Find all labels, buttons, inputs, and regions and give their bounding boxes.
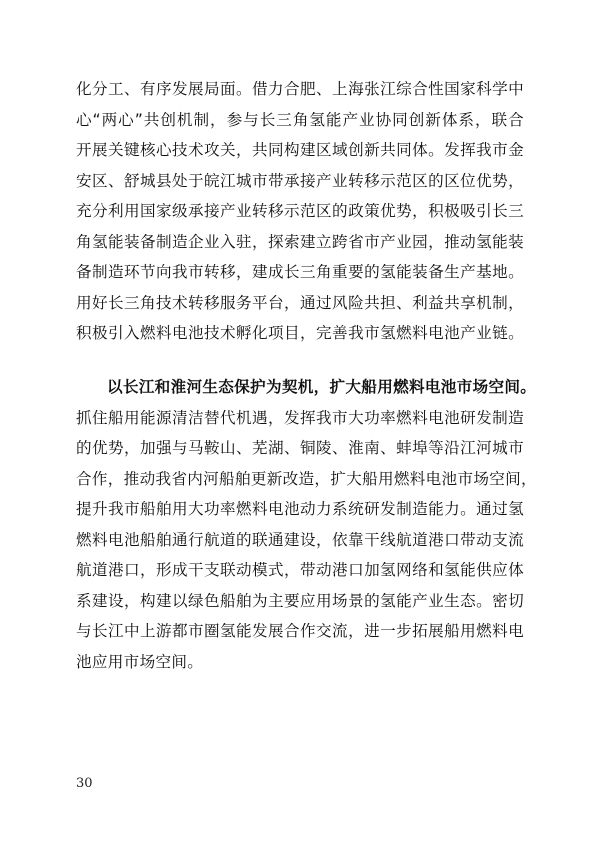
text-line: 抓住船用能源清洁替代机遇，发挥我市大功率燃料电池研发制造 [76,408,524,427]
text-line: 合作，推动我省内河船舶更新改造，扩大船用燃料电池市场空间， [76,469,537,488]
text-line: 化分工、有序发展局面。借力合肥、上海张江综合性国家科学中 [76,80,524,98]
text-line: 提升我市船舶用大功率燃料电池动力系统研发制造能力。通过氢 [76,500,524,518]
text-line: 与长江中上游都市圈氢能发展合作交流，进一步拓展船用燃料电 [76,622,524,640]
text-line: 积极引入燃料电池技术孵化项目，完善我市氢燃料电池产业链。 [76,324,524,342]
text-line: 心“两心”共创机制，参与长三角氢能产业协同创新体系，联合 [76,110,524,129]
text-line: 燃料电池船舶通行航道的联通建设，依靠干线航道港口带动支流 [76,530,524,549]
text-line: 角氢能装备制造企业入驻，探索建立跨省市产业园，推动氢能装 [76,232,524,251]
paragraph-hydrogen-equipment [76,74,524,349]
text-line: 备制造环节向我市转移，建成长三角重要的氢能装备生产基地。 [76,263,524,281]
text-line: 系建设，构建以绿色船舶为主要应用场景的氢能产业生态。密切 [76,591,524,610]
text-line: 用好长三角技术转移服务平台，通过风险共担、利益共享机制， [76,293,524,312]
text-line: 的优势，加强与马鞍山、芜湖、铜陵、淮南、蚌埠等沿江河城市 [76,439,524,457]
page-number: 30 [76,776,93,791]
text-line: 开展关键核心技术攻关，共同构建区域创新共同体。发挥我市金 [76,141,524,159]
text-line: 航道港口，形成干支联动模式，带动港口加氢网络和氢能供应体 [76,561,524,579]
paragraph-marine-fuel-cell [76,372,537,677]
text-line: 安区、舒城县处于皖江城市带承接产业转移示范区的区位优势， [76,171,524,190]
text-line: 池应用市场空间。 [76,652,204,671]
section-heading: 以长江和淮河生态保护为契机，扩大船用燃料电池市场空间。 [107,378,537,396]
text-line: 充分利用国家级承接产业转移示范区的政策优势，积极吸引长三 [76,202,524,220]
